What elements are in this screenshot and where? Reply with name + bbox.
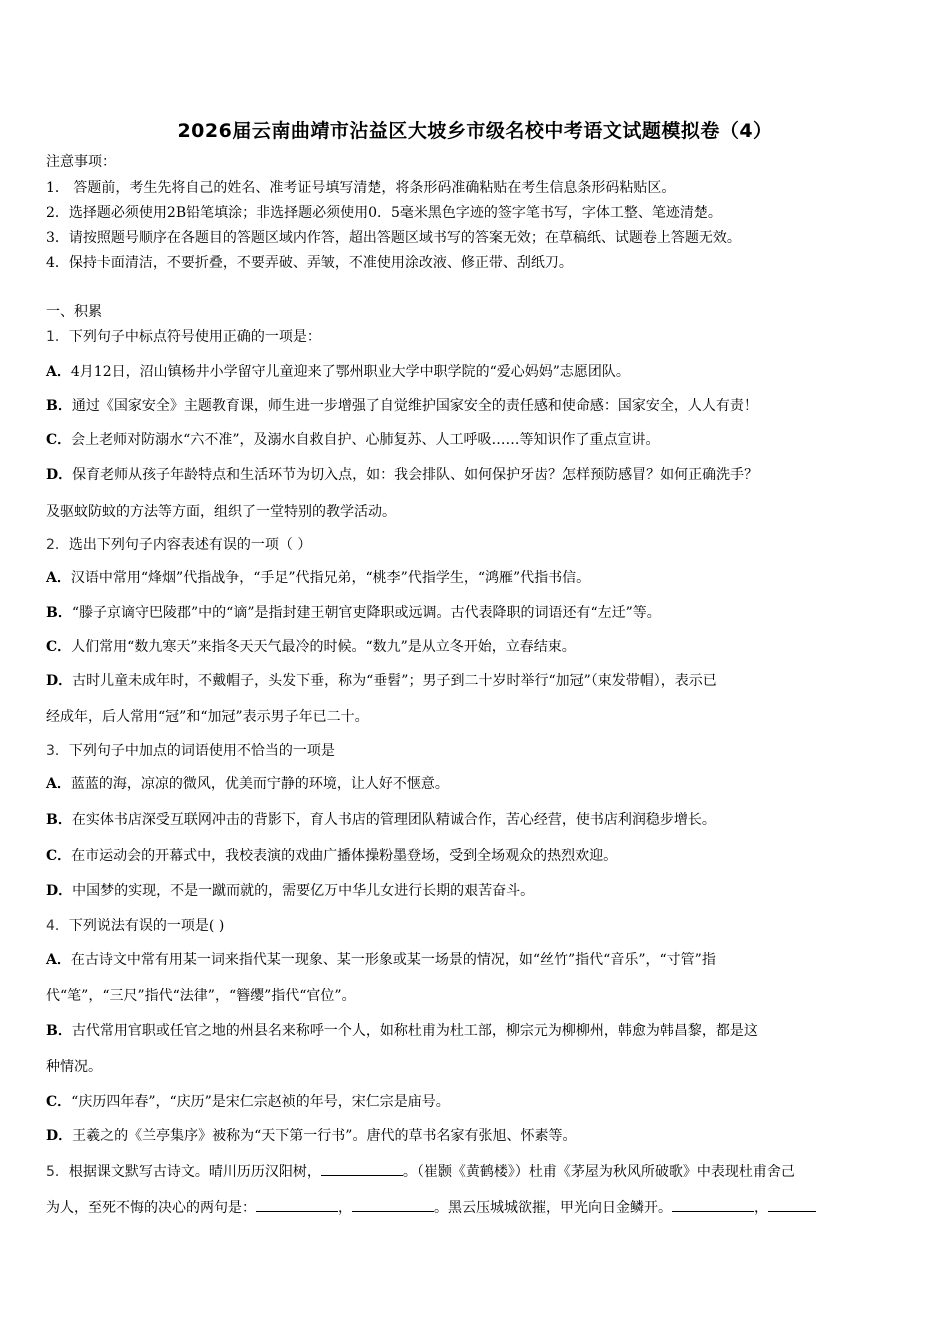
question-4-option-d	[46, 1126, 916, 1146]
notice-item: 2．选择题必须使用2B铅笔填涂；非选择题必须使用0．5毫米黑色字迹的签字笔书写，字体工整、笔迹清楚。	[46, 205, 722, 221]
question-text: 为人，至死不悔的决心的两句是：	[46, 1200, 256, 1216]
question-2-option-a	[46, 568, 916, 588]
option-label: C．	[46, 639, 72, 655]
option-text: 中国梦的实现，不是一蹴而就的，需要亿万中华儿女进行长期的艰苦奋斗。	[72, 883, 535, 899]
question-3-stem	[46, 741, 916, 761]
question-3-option-b	[46, 810, 916, 830]
option-text: “滕子京谪守巴陵郡”中的“谪”是指封建王朝官吏降职或远调。古代表降职的词语还有“左迁”等。	[71, 605, 661, 621]
option-text: 4月12日，沼山镇杨井小学留守儿童迎来了鄂州职业大学中职学院的“爱心妈妈”志愿团队。	[70, 364, 630, 380]
question-number: 3．	[46, 743, 69, 759]
question-4-option-a	[46, 950, 916, 970]
option-text: 蓝蓝的海，凉凉的微风，优美而宁静的环境，让人好不惬意。	[70, 776, 449, 792]
question-number: 2．	[46, 537, 69, 553]
question-5-line-1	[46, 1161, 916, 1182]
option-text: 在古诗文中常有用某一词来指代某一现象、某一形象或某一场景的情况，如“丝竹”指代“音乐”，“寸管”指	[70, 952, 716, 968]
option-text: 人们常用“数九寒天”来指冬天天气最冷的时候。“数九”是从立冬开始，立春结束。	[71, 639, 576, 655]
answer-blank[interactable]	[321, 1161, 403, 1176]
option-label: B．	[46, 1023, 72, 1039]
answer-blank[interactable]	[768, 1197, 816, 1212]
question-5-line-2	[46, 1197, 916, 1218]
question-3-option-a	[46, 774, 916, 794]
option-label: D．	[46, 1128, 73, 1144]
question-1-option-d-cont: 及驱蚊防蚊的方法等方面，组织了一堂特别的教学活动。	[46, 504, 396, 520]
option-text: 汉语中常用“烽烟”代指战争，“手足”代指兄弟，“桃李”代指学生，“鸿雁”代指书信。	[70, 570, 591, 586]
option-text: 王羲之的《兰亭集序》被称为“天下第一行书”。唐代的草书名家有张旭、怀素等。	[72, 1128, 577, 1144]
option-text: 在实体书店深受互联网冲击的背影下，育人书店的管理团队精诚合作，苦心经营，使书店利润稳步增长。	[71, 812, 716, 828]
question-4-option-b	[46, 1021, 916, 1041]
option-text: 会上老师对防溺水“六不准”，及溺水自救自护、心肺复苏、人工呼吸……等知识作了重点宣讲。	[71, 432, 660, 448]
option-label: D．	[46, 673, 73, 689]
option-label: A．	[46, 952, 71, 968]
notice-item: 4．保持卡面清洁，不要折叠，不要弄破、弄皱，不准使用涂改液、修正带、刮纸刀。	[46, 255, 573, 271]
question-1-option-d	[46, 465, 916, 485]
question-2-option-c	[46, 637, 916, 657]
answer-blank[interactable]	[256, 1197, 338, 1212]
question-text: 。（崔颢《黄鹤楼》）杜甫《茅屋为秋风所破歌》中表现杜甫舍己	[402, 1164, 795, 1180]
question-2-option-d	[46, 671, 916, 691]
option-text: 通过《国家安全》主题教育课，师生进一步增强了自觉维护国家安全的责任感和使命感：国家安全，人人有责！	[71, 398, 758, 414]
option-text: 保育老师从孩子年龄特点和生活环节为切入点，如：我会排队、如何保护牙齿？怎样预防感冒？如何正确洗手？	[72, 467, 759, 483]
answer-blank[interactable]	[672, 1197, 754, 1212]
question-4-option-a-cont: 代“笔”，“三尺”指代“法律”，“簪缨”指代“官位”。	[46, 988, 356, 1004]
question-text: ，	[754, 1200, 768, 1216]
question-text: 根据课文默写古诗文。晴川历历汉阳树，	[68, 1164, 321, 1180]
option-label: C．	[46, 848, 72, 864]
notice-item: 1． 答题前，考生先将自己的姓名、准考证号填写清楚，将条形码准确粘贴在考生信息条形码粘贴区。	[46, 180, 676, 196]
option-label: B．	[46, 398, 72, 414]
option-label: D．	[46, 883, 73, 899]
option-label: A．	[46, 364, 71, 380]
question-text: 选出下列句子内容表述有误的一项（ ）	[68, 537, 312, 553]
question-number: 1．	[46, 329, 69, 345]
question-4-stem	[46, 916, 916, 936]
question-1-stem	[46, 327, 916, 347]
option-label: C．	[46, 1094, 72, 1110]
question-2-option-d-cont: 经成年，后人常用“冠”和“加冠”表示男子年已二十。	[46, 709, 369, 725]
question-3-option-d	[46, 881, 916, 901]
option-label: A．	[46, 570, 71, 586]
question-text: 下列说法有误的一项是( )	[68, 918, 225, 934]
question-text: 下列句子中加点的词语使用不恰当的一项是	[68, 743, 335, 759]
question-1-option-b	[46, 396, 916, 416]
question-2-option-b	[46, 603, 916, 623]
answer-blank[interactable]	[352, 1197, 434, 1212]
question-number: 5．	[46, 1164, 69, 1180]
option-text: 在市运动会的开幕式中，我校表演的戏曲广播体操粉墨登场，受到全场观众的热烈欢迎。	[71, 848, 618, 864]
option-text: 古代常用官职或任官之地的州县名来称呼一个人，如称杜甫为杜工部，柳宗元为柳柳州，韩愈为韩昌黎，都是这	[71, 1023, 758, 1039]
question-1-option-a	[46, 362, 916, 382]
notice-item: 3．请按照题号顺序在各题目的答题区域内作答，超出答题区域书写的答案无效；在草稿纸、试题卷上答题无效。	[46, 230, 741, 246]
option-text: “庆历四年春”，“庆历”是宋仁宗赵祯的年号，宋仁宗是庙号。	[71, 1094, 450, 1110]
section-heading: 一、积累	[46, 304, 102, 320]
option-label: B．	[46, 812, 72, 828]
question-4-option-b-cont: 种情况。	[46, 1059, 102, 1075]
option-text: 古时儿童未成年时，不戴帽子，头发下垂，称为“垂髫”；男子到二十岁时举行“加冠”（束发带帽），表示已	[72, 673, 717, 689]
question-number: 4．	[46, 918, 69, 934]
question-text: ，	[338, 1200, 352, 1216]
question-2-stem	[46, 535, 916, 555]
question-3-option-c	[46, 846, 916, 866]
question-text: 下列句子中标点符号使用正确的一项是：	[68, 329, 321, 345]
option-label: C．	[46, 432, 72, 448]
question-1-option-c	[46, 430, 916, 450]
option-label: B．	[46, 605, 72, 621]
question-text: 。黑云压城城欲摧，甲光向日金鳞开。	[434, 1200, 672, 1216]
question-4-option-c	[46, 1092, 916, 1112]
option-label: A．	[46, 776, 71, 792]
notice-heading: 注意事项：	[46, 154, 116, 170]
page-title: 2026届云南曲靖市沾益区大坡乡市级名校中考语文试题模拟卷（4）	[177, 120, 773, 142]
option-label: D．	[46, 467, 73, 483]
